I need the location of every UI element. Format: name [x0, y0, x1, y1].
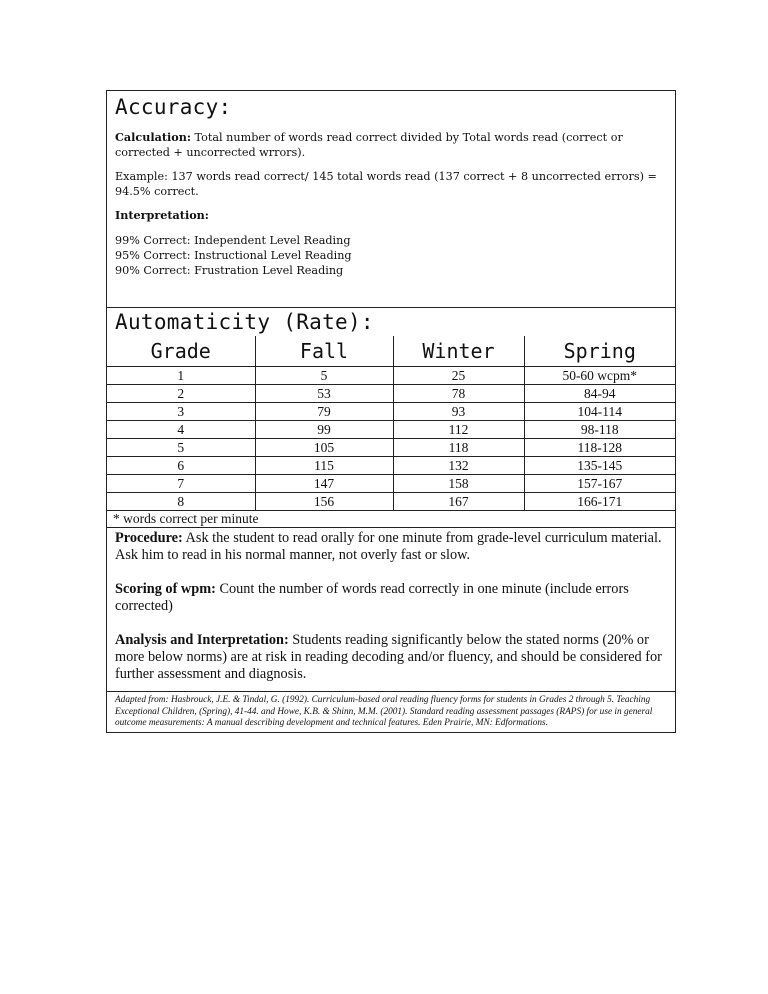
spring-cell: 166-171	[524, 493, 675, 511]
spring-cell: 135-145	[524, 457, 675, 475]
winter-cell: 132	[393, 457, 524, 475]
winter-cell: 118	[393, 439, 524, 457]
header-fall: Fall	[255, 336, 393, 367]
reading-fluency-sheet	[106, 90, 676, 733]
spring-cell: 104-114	[524, 403, 675, 421]
citation-section: Adapted from: Hasbrouck, J.E. & Tindal, G. (1992). Curriculum-based oral reading fluency forms for students in Grades 2 through 5. Teaching Exceptional Children, (Spring), 41-44. and Howe, K.B. & Shinn, M.M. (2001). Standard reading assessment passages (RAPS) for use in general outcome measurements: A manual describing development and technical features. Eden Prairie, MN: Edformations.	[115, 695, 653, 728]
scoring-label: Scoring of wpm:	[115, 581, 216, 597]
grade-cell: 3	[107, 403, 255, 421]
table-row	[107, 367, 675, 385]
header-grade: Grade	[107, 336, 255, 367]
fall-cell: 105	[255, 439, 393, 457]
header-winter: Winter	[393, 336, 524, 367]
accuracy-section	[107, 95, 675, 308]
fall-cell: 115	[255, 457, 393, 475]
fall-cell: 79	[255, 403, 393, 421]
interpretation-label-text: Interpretation:	[115, 208, 209, 222]
procedure-label: Procedure:	[115, 530, 183, 546]
table-row	[107, 385, 675, 403]
grade-cell: 7	[107, 475, 255, 493]
grade-cell: 8	[107, 493, 255, 511]
fall-cell: 147	[255, 475, 393, 493]
fall-cell: 5	[255, 367, 393, 385]
spring-cell: 50-60 wcpm*	[524, 367, 675, 385]
automaticity-title: Automaticity (Rate):	[115, 310, 374, 334]
winter-cell: 167	[393, 493, 524, 511]
example-paragraph: Example: 137 words read correct/ 145 total words read (137 correct + 8 uncorrected errors) = 94.5% correct.	[115, 170, 657, 198]
spring-cell: 157-167	[524, 475, 675, 493]
fall-cell: 156	[255, 493, 393, 511]
winter-cell: 93	[393, 403, 524, 421]
spring-cell: 98-118	[524, 421, 675, 439]
accuracy-title: Accuracy:	[115, 95, 232, 119]
wcpm-footnote: * words correct per minute	[113, 511, 259, 526]
analysis-paragraph	[115, 632, 667, 683]
table-row	[107, 403, 675, 421]
fall-cell: 99	[255, 421, 393, 439]
winter-cell: 112	[393, 421, 524, 439]
winter-cell: 78	[393, 385, 524, 403]
level-independent: 99% Correct: Independent Level Reading	[115, 234, 351, 247]
spring-cell: 84-94	[524, 385, 675, 403]
grade-cell: 1	[107, 367, 255, 385]
rate-norms-table	[107, 336, 675, 511]
interpretation-levels	[115, 233, 669, 278]
table-row	[107, 421, 675, 439]
automaticity-section	[107, 308, 675, 528]
procedure-paragraph	[115, 530, 667, 564]
winter-cell: 25	[393, 367, 524, 385]
winter-cell: 158	[393, 475, 524, 493]
analysis-label: Analysis and Interpretation:	[115, 632, 289, 648]
table-row	[107, 475, 675, 493]
spring-cell: 118-128	[524, 439, 675, 457]
procedure-text: Ask the student to read orally for one minute from grade-level curriculum material. Ask him to read in his normal manner, not overly fast or slow.	[115, 530, 662, 563]
table-row	[107, 457, 675, 475]
grade-cell: 4	[107, 421, 255, 439]
calculation-text: Total number of words read correct divided by Total words read (correct or corrected + uncorrected wrrors).	[115, 131, 623, 159]
procedure-section	[107, 528, 675, 692]
level-instructional: 95% Correct: Instructional Level Reading	[115, 249, 352, 262]
interpretation-label	[115, 208, 669, 223]
calculation-label: Calculation:	[115, 130, 191, 144]
table-header-row	[107, 336, 675, 367]
analysis-text: Students reading significantly below the stated norms (20% or more below norms) are at risk in reading decoding and/or fluency, and should be considered for further assessment and diagnosis.	[115, 632, 662, 682]
level-frustration: 90% Correct: Frustration Level Reading	[115, 264, 344, 277]
scoring-text: Count the number of words read correctly in one minute (include errors corrected)	[115, 581, 629, 614]
grade-cell: 6	[107, 457, 255, 475]
table-row	[107, 439, 675, 457]
fall-cell: 53	[255, 385, 393, 403]
header-spring: Spring	[524, 336, 675, 367]
scoring-paragraph	[115, 581, 667, 615]
grade-cell: 5	[107, 439, 255, 457]
grade-cell: 2	[107, 385, 255, 403]
table-row	[107, 493, 675, 511]
calculation-paragraph	[115, 130, 669, 160]
